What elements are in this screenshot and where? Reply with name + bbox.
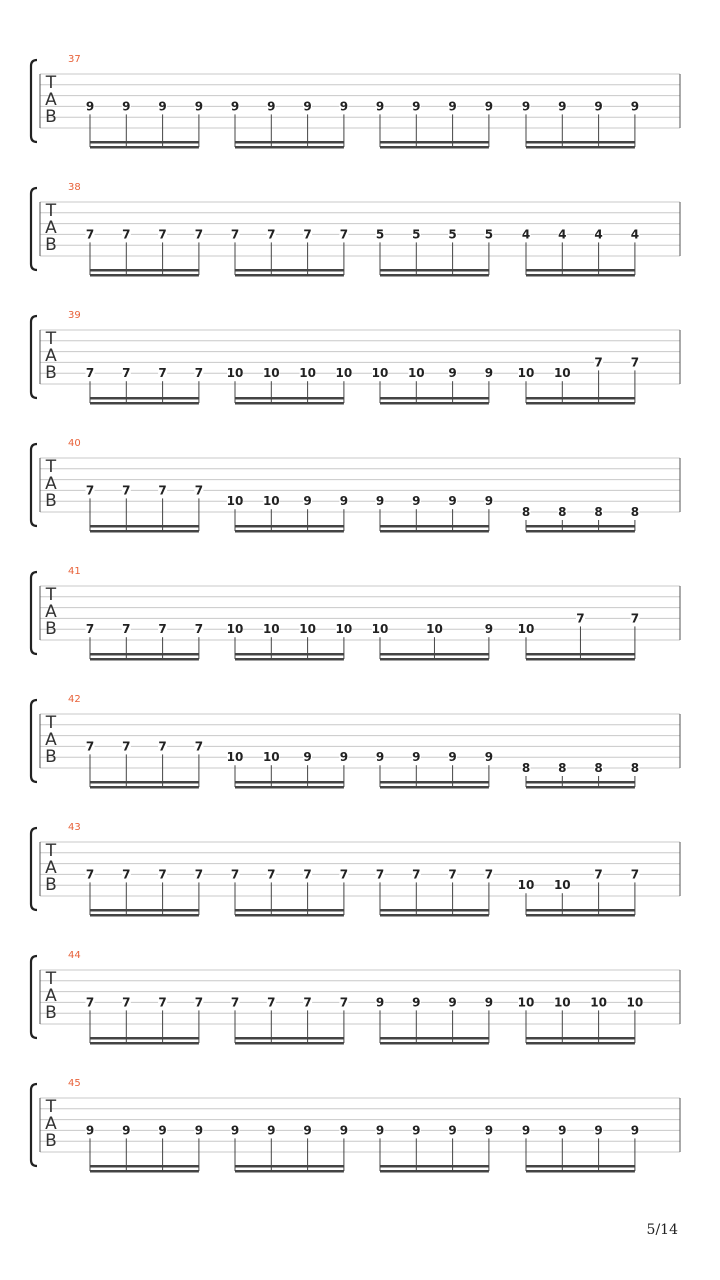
fret-number: 7 <box>194 867 204 882</box>
fret-number: 10 <box>262 366 280 381</box>
beam-primary <box>90 914 199 917</box>
beam-secondary <box>526 781 635 784</box>
fret-number: 10 <box>262 494 280 509</box>
measure-number: 38 <box>68 182 81 193</box>
fret-number: 8 <box>558 505 567 519</box>
fret-number: 9 <box>448 1123 457 1138</box>
fret-number: 7 <box>630 867 640 882</box>
beam-secondary <box>90 1037 199 1040</box>
fret-number: 7 <box>122 483 131 498</box>
fret-number: 7 <box>412 867 421 882</box>
beam-primary <box>526 146 635 149</box>
fret-number: 7 <box>85 622 95 637</box>
fret-number: 7 <box>158 366 167 381</box>
tab-clef-letter: T <box>45 201 57 221</box>
fret-number: 7 <box>194 622 204 637</box>
fret-number: 10 <box>626 995 644 1010</box>
fret-number: 5 <box>448 227 457 242</box>
fret-number: 7 <box>122 227 131 242</box>
beam-primary <box>90 146 199 149</box>
fret-number: 10 <box>426 622 443 637</box>
fret-number: 9 <box>484 1123 494 1138</box>
fret-number: 7 <box>158 483 167 498</box>
fret-number: 9 <box>194 99 204 114</box>
fret-number: 7 <box>85 483 95 498</box>
fret-number: 9 <box>303 494 312 509</box>
beam-primary <box>235 1170 344 1173</box>
fret-number: 7 <box>630 611 640 626</box>
fret-number: 10 <box>517 878 535 893</box>
fret-number: 9 <box>448 750 457 765</box>
fret-number: 8 <box>594 761 603 775</box>
beam-secondary <box>380 141 489 144</box>
fret-number: 7 <box>230 227 240 242</box>
fret-number: 8 <box>521 761 531 775</box>
system-brace <box>31 700 37 782</box>
fret-number: 9 <box>339 1123 349 1138</box>
fret-number: 9 <box>158 99 167 114</box>
fret-number: 7 <box>594 355 603 370</box>
fret-number: 9 <box>339 494 349 509</box>
page-number: 5/14 <box>646 1222 678 1238</box>
fret-number: 7 <box>85 995 95 1010</box>
tab-clef-letter: T <box>45 329 57 349</box>
beam-primary <box>526 402 635 405</box>
fret-number: 10 <box>517 366 535 381</box>
fret-number: 10 <box>371 622 389 637</box>
measure-number: 43 <box>68 822 81 833</box>
tab-clef-letter: B <box>45 491 57 511</box>
fret-number: 9 <box>484 494 494 509</box>
fret-number: 4 <box>558 227 567 242</box>
system-brace <box>31 1084 37 1166</box>
fret-number: 8 <box>630 505 640 519</box>
fret-number: 9 <box>484 366 494 381</box>
beam-primary <box>380 1042 489 1045</box>
fret-number: 8 <box>558 761 567 775</box>
fret-number: 7 <box>267 995 276 1010</box>
fret-number: 7 <box>303 227 312 242</box>
fret-number: 7 <box>85 227 95 242</box>
fret-number: 7 <box>194 227 204 242</box>
tab-clef-letter: A <box>45 218 57 238</box>
fret-number: 9 <box>412 99 421 114</box>
fret-number: 7 <box>630 355 640 370</box>
fret-number: 10 <box>553 878 571 893</box>
fret-number: 9 <box>267 1123 276 1138</box>
fret-number: 9 <box>521 1123 531 1138</box>
fret-number: 9 <box>484 750 494 765</box>
fret-number: 7 <box>448 867 457 882</box>
system-brace <box>31 60 37 142</box>
fret-number: 7 <box>194 366 204 381</box>
fret-number: 9 <box>194 1123 204 1138</box>
fret-number: 9 <box>484 622 494 637</box>
fret-number: 10 <box>226 494 244 509</box>
fret-number: 7 <box>303 995 312 1010</box>
tab-clef-letter: T <box>45 73 57 93</box>
beam-primary <box>526 530 635 533</box>
tab-clef-letter: B <box>45 1003 57 1023</box>
fret-number: 7 <box>158 995 167 1010</box>
beam-secondary <box>235 141 344 144</box>
fret-number: 9 <box>339 99 349 114</box>
beam-secondary <box>235 1037 344 1040</box>
tab-clef-letter: A <box>45 90 57 110</box>
fret-number: 9 <box>85 1123 95 1138</box>
tab-clef-letter: T <box>45 457 57 477</box>
measure-number: 44 <box>68 950 81 961</box>
beam-primary <box>90 274 199 277</box>
tab-clef-letter: B <box>45 363 57 383</box>
beam-secondary <box>90 525 199 528</box>
fret-number: 4 <box>594 227 603 242</box>
tab-clef-letter: B <box>45 235 57 255</box>
fret-number: 7 <box>194 739 204 754</box>
fret-number: 9 <box>339 750 349 765</box>
fret-number: 10 <box>553 995 571 1010</box>
fret-number: 10 <box>590 995 607 1010</box>
beam-secondary <box>235 269 344 272</box>
system-brace <box>31 188 37 270</box>
beam-secondary <box>380 525 489 528</box>
tab-clef-letter: T <box>45 969 57 989</box>
fret-number: 9 <box>303 99 312 114</box>
beam-primary <box>380 1170 489 1173</box>
fret-number: 7 <box>194 483 204 498</box>
fret-number: 10 <box>262 622 280 637</box>
fret-number: 10 <box>335 366 353 381</box>
beam-secondary <box>526 269 635 272</box>
beam-primary <box>90 530 199 533</box>
tab-clef-letter: B <box>45 619 57 639</box>
beam-secondary <box>235 397 344 400</box>
fret-number: 9 <box>85 99 95 114</box>
beam-secondary <box>380 397 489 400</box>
fret-number: 7 <box>122 867 131 882</box>
fret-number: 7 <box>85 366 95 381</box>
fret-number: 10 <box>517 622 535 637</box>
beam-primary <box>380 530 489 533</box>
beam-primary <box>526 1042 635 1045</box>
beam-primary <box>235 914 344 917</box>
beam-primary <box>235 786 344 789</box>
system-brace <box>31 828 37 910</box>
beam-secondary <box>526 1165 635 1168</box>
tab-clef-letter: A <box>45 1114 57 1134</box>
tab-clef-letter: A <box>45 730 57 750</box>
fret-number: 10 <box>226 750 244 765</box>
fret-number: 10 <box>262 750 280 765</box>
system-brace <box>31 572 37 654</box>
beam-secondary <box>90 397 199 400</box>
beam-secondary <box>235 1165 344 1168</box>
fret-number: 7 <box>339 995 349 1010</box>
fret-number: 7 <box>85 867 95 882</box>
tab-clef-letter: A <box>45 602 57 622</box>
tab-clef-letter: T <box>45 1097 57 1117</box>
fret-number: 10 <box>299 622 316 637</box>
beam-secondary <box>380 653 489 656</box>
beam-secondary <box>526 397 635 400</box>
beam-secondary <box>526 909 635 912</box>
tab-clef-letter: T <box>45 713 57 733</box>
beam-secondary <box>526 1037 635 1040</box>
beam-secondary <box>235 653 344 656</box>
fret-number: 7 <box>230 867 240 882</box>
fret-number: 9 <box>412 995 421 1010</box>
beam-secondary <box>90 141 199 144</box>
beam-secondary <box>90 269 199 272</box>
fret-number: 7 <box>339 867 349 882</box>
beam-secondary <box>235 781 344 784</box>
beam-secondary <box>380 909 489 912</box>
fret-number: 9 <box>448 99 457 114</box>
beam-primary <box>380 786 489 789</box>
beam-secondary <box>90 781 199 784</box>
fret-number: 10 <box>517 995 535 1010</box>
fret-number: 10 <box>226 366 244 381</box>
fret-number: 10 <box>371 366 389 381</box>
measure-number: 37 <box>68 54 81 65</box>
fret-number: 5 <box>412 227 421 242</box>
fret-number: 9 <box>484 99 494 114</box>
beam-primary <box>526 914 635 917</box>
fret-number: 9 <box>122 99 131 114</box>
beam-primary <box>380 402 489 405</box>
fret-number: 9 <box>158 1123 167 1138</box>
fret-number: 7 <box>339 227 349 242</box>
fret-number: 8 <box>630 761 640 775</box>
fret-number: 7 <box>122 995 131 1010</box>
fret-number: 7 <box>230 995 240 1010</box>
beam-secondary <box>380 269 489 272</box>
measure-number: 42 <box>68 694 81 705</box>
fret-number: 7 <box>158 227 167 242</box>
fret-number: 8 <box>594 505 603 519</box>
beam-primary <box>526 1170 635 1173</box>
fret-number: 10 <box>335 622 353 637</box>
beam-secondary <box>90 653 199 656</box>
beam-primary <box>526 274 635 277</box>
fret-number: 9 <box>594 1123 603 1138</box>
system-brace <box>31 956 37 1038</box>
fret-number: 4 <box>630 227 640 242</box>
beam-primary <box>90 1170 199 1173</box>
fret-number: 7 <box>576 611 585 626</box>
fret-number: 9 <box>230 1123 240 1138</box>
beam-primary <box>380 274 489 277</box>
fret-number: 9 <box>122 1123 131 1138</box>
fret-number: 9 <box>412 750 421 765</box>
measure-number: 41 <box>68 566 81 577</box>
beam-primary <box>235 402 344 405</box>
fret-number: 9 <box>375 99 385 114</box>
tab-clef-letter: T <box>45 585 57 605</box>
beam-primary <box>235 274 344 277</box>
fret-number: 7 <box>375 867 385 882</box>
system-brace <box>31 316 37 398</box>
fret-number: 4 <box>521 227 531 242</box>
beam-primary <box>90 786 199 789</box>
fret-number: 7 <box>122 366 131 381</box>
fret-number: 5 <box>375 227 385 242</box>
fret-number: 10 <box>553 366 571 381</box>
beam-secondary <box>526 141 635 144</box>
fret-number: 9 <box>558 1123 567 1138</box>
beam-secondary <box>380 781 489 784</box>
beam-primary <box>380 146 489 149</box>
beam-secondary <box>235 525 344 528</box>
beam-secondary <box>526 525 635 528</box>
measure-number: 40 <box>68 438 81 449</box>
fret-number: 9 <box>521 99 531 114</box>
measure-number: 45 <box>68 1078 81 1089</box>
beam-primary <box>526 658 635 661</box>
fret-number: 7 <box>267 227 276 242</box>
fret-number: 7 <box>267 867 276 882</box>
fret-number: 7 <box>122 739 131 754</box>
fret-number: 9 <box>594 99 603 114</box>
beam-secondary <box>526 653 635 656</box>
fret-number: 10 <box>226 622 244 637</box>
fret-number: 9 <box>412 1123 421 1138</box>
tab-clef-letter: T <box>45 841 57 861</box>
beam-secondary <box>380 1037 489 1040</box>
tab-clef-letter: A <box>45 346 57 366</box>
fret-number: 9 <box>375 494 385 509</box>
fret-number: 9 <box>484 995 494 1010</box>
fret-number: 7 <box>484 867 494 882</box>
beam-secondary <box>90 1165 199 1168</box>
fret-number: 9 <box>448 494 457 509</box>
fret-number: 8 <box>521 505 531 519</box>
tab-clef-letter: A <box>45 474 57 494</box>
beam-secondary <box>235 909 344 912</box>
beam-primary <box>90 1042 199 1045</box>
fret-number: 9 <box>412 494 421 509</box>
fret-number: 7 <box>303 867 312 882</box>
fret-number: 7 <box>85 739 95 754</box>
fret-number: 9 <box>630 1123 640 1138</box>
fret-number: 7 <box>158 622 167 637</box>
fret-number: 9 <box>375 995 385 1010</box>
beam-secondary <box>90 909 199 912</box>
fret-number: 7 <box>122 622 131 637</box>
fret-number: 7 <box>158 739 167 754</box>
fret-number: 10 <box>407 366 425 381</box>
beam-primary <box>235 146 344 149</box>
fret-number: 9 <box>630 99 640 114</box>
fret-number: 9 <box>230 99 240 114</box>
fret-number: 7 <box>594 867 603 882</box>
tab-clef-letter: B <box>45 107 57 127</box>
tab-clef-letter: B <box>45 1131 57 1151</box>
fret-number: 9 <box>303 1123 312 1138</box>
beam-primary <box>235 530 344 533</box>
fret-number: 9 <box>267 99 276 114</box>
fret-number: 9 <box>303 750 312 765</box>
tab-clef-letter: A <box>45 986 57 1006</box>
fret-number: 9 <box>448 366 457 381</box>
beam-primary <box>235 1042 344 1045</box>
fret-number: 9 <box>375 1123 385 1138</box>
beam-primary <box>380 914 489 917</box>
fret-number: 9 <box>558 99 567 114</box>
system-brace <box>31 444 37 526</box>
fret-number: 9 <box>448 995 457 1010</box>
tab-clef-letter: A <box>45 858 57 878</box>
fret-number: 10 <box>299 366 316 381</box>
measure-number: 39 <box>68 310 81 321</box>
beam-secondary <box>380 1165 489 1168</box>
tab-clef-letter: B <box>45 747 57 767</box>
fret-number: 5 <box>484 227 494 242</box>
tab-clef-letter: B <box>45 875 57 895</box>
fret-number: 7 <box>158 867 167 882</box>
beam-primary <box>526 786 635 789</box>
fret-number: 9 <box>375 750 385 765</box>
beam-primary <box>235 658 344 661</box>
fret-number: 7 <box>194 995 204 1010</box>
beam-primary <box>90 402 199 405</box>
beam-primary <box>90 658 199 661</box>
beam-primary <box>380 658 489 661</box>
